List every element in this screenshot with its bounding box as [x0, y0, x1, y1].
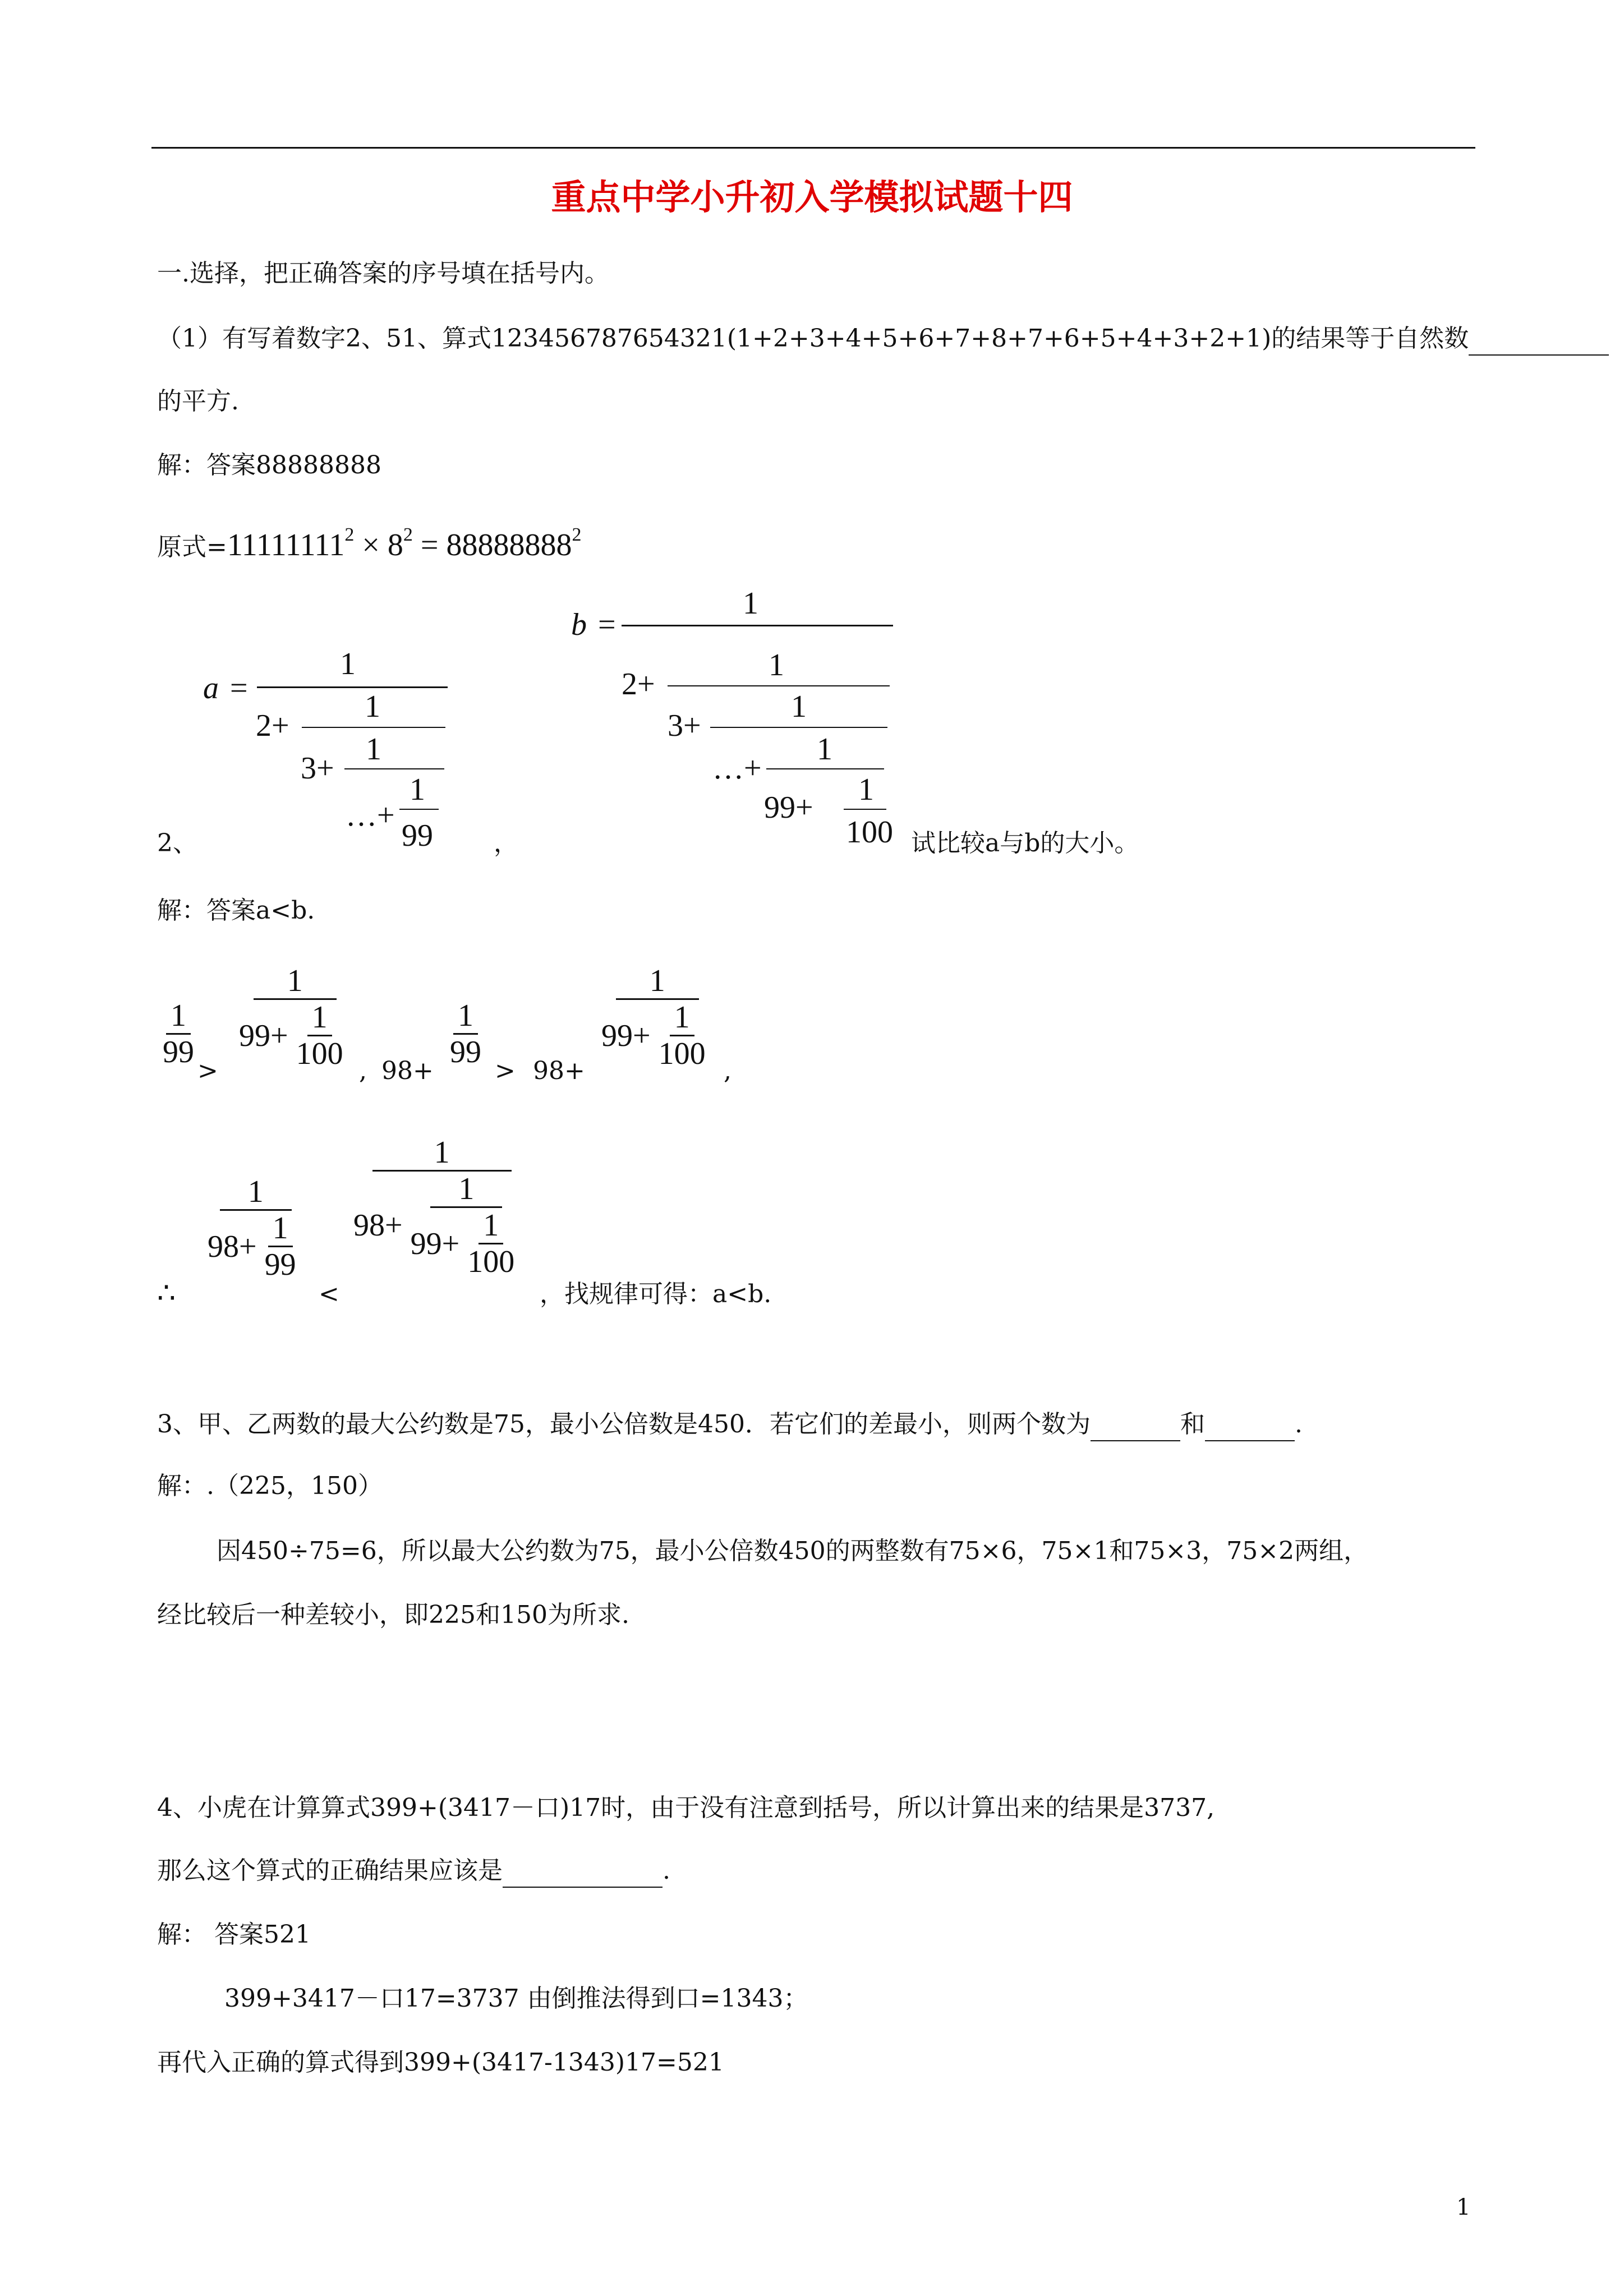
q4-answer-blank: [503, 1864, 663, 1888]
b-num-4: 1: [817, 732, 832, 767]
row1-comma-2: ,: [724, 1057, 732, 1085]
a-bar-2: [302, 727, 445, 728]
page-title: 重点中学小升初入学模拟试题十四: [551, 177, 1073, 218]
q3-blank-1: [1091, 1418, 1180, 1441]
a-eq: =: [230, 671, 248, 706]
q1-answer: 解：答案88888888: [157, 451, 381, 480]
q3-blank-2: [1205, 1418, 1295, 1441]
row1-98plus-1: 98+: [381, 1057, 434, 1085]
header-rule: [151, 147, 1475, 149]
a-bar-1: [257, 686, 448, 688]
b-den-100: 100: [846, 815, 893, 850]
q4-line2: 那么这个算式的正确结果应该是 .: [157, 1854, 670, 1888]
b-term-3: 3+: [668, 708, 701, 743]
a-bar-4: [399, 809, 439, 810]
b-eq: =: [598, 607, 616, 642]
section-heading: 一.选择，把正确答案的序号填在括号内。: [157, 259, 609, 288]
q3-text: 3、甲、乙两数的最大公约数是75，最小公倍数是450．若它们的差最小，则两个数为 和 .: [157, 1408, 1303, 1441]
q1-work: [157, 517, 582, 564]
page-number: 1: [1456, 2194, 1471, 2220]
b-bar-2: [668, 685, 890, 686]
row1-98plus-2: 98+: [533, 1057, 585, 1085]
a-label: a: [203, 671, 219, 706]
q2-question: 试比较a与b的大小。: [911, 829, 1139, 857]
q1-work-prefix: 原式=: [157, 533, 227, 561]
a-num-1: 1: [340, 647, 356, 681]
a-term-3: 3+: [301, 751, 334, 786]
a-term-2: 2+: [256, 708, 289, 743]
b-term-99: 99+: [764, 790, 813, 825]
q1-line1: （1）有写着数字2、51、算式123456787654321(1+2+3+4+5+6+7+8+7+6+5+4+3+2+1)的结果等于自然数: [157, 324, 1469, 353]
a-bar-3: [344, 768, 444, 769]
b-label: b: [571, 607, 587, 642]
therefore-symbol: ∴: [157, 1276, 176, 1310]
row2-frac-right: 1 98+ 1 99+ $\frac{1}{100}$: [353, 1135, 515, 1279]
a-term-dots: …+: [346, 798, 395, 833]
q3-explanation-2: 经比较后一种差较小，即225和150为所求.: [157, 1601, 629, 1629]
row1-frac-nested-2: 1 99+ $\frac{1}{100}$: [601, 963, 706, 1071]
b-bar-4: [766, 768, 884, 769]
b-bar-1: [622, 625, 893, 626]
row1-frac-1-99: $\frac{1}{99}$: [163, 998, 194, 1069]
a-num-3: 1: [366, 732, 381, 767]
q4-line1: 4、小虎在计算算式399+(3417－口)17时，由于没有注意到括号，所以计算出来的结果是3737,: [157, 1794, 1215, 1822]
b-num-5: 1: [858, 772, 874, 807]
q4-work-1: 399+3417－口17=3737 由倒推法得到口=1343；: [224, 1984, 808, 2013]
row1-frac-1-99-b: $\frac{1}{99}$: [450, 998, 481, 1069]
row1-gt-1: >: [197, 1057, 218, 1085]
row1-frac-nested-1: 1 99+ $\frac{1}{100}$: [239, 963, 343, 1071]
a-den-99: 99: [402, 818, 433, 853]
q2-number: 2、: [157, 829, 197, 857]
a-num-2: 1: [365, 689, 380, 724]
q4-work-2: 再代入正确的算式得到399+(3417-1343)17=521: [157, 2048, 724, 2077]
b-num-3: 1: [791, 689, 807, 724]
row1-comma-1: ,: [359, 1057, 367, 1085]
row2-frac-left: 1 98+ $\frac{1}{99}$: [208, 1174, 296, 1282]
q1-work-formula: $11111111^2 \times 8^2 = 88888888^2$: [227, 524, 582, 563]
q3-answer: 解：.（225，150）: [157, 1472, 383, 1500]
row2-conclusion: ，找规律可得：a<b.: [540, 1280, 772, 1308]
q2-comma: ，: [494, 829, 518, 857]
b-num-1: 1: [743, 586, 758, 621]
q4-answer: 解： 答案521: [157, 1920, 311, 1949]
q1-text: [157, 322, 1609, 356]
a-num-4: 1: [410, 772, 425, 807]
b-bar-5: [844, 809, 886, 810]
row2-lt: <: [319, 1280, 339, 1308]
b-bar-3: [710, 727, 887, 728]
q1-answer-blank: [1469, 332, 1609, 356]
row1-gt-2: >: [495, 1057, 516, 1085]
b-num-2: 1: [769, 648, 784, 683]
q3-explanation-1: 因450÷75=6，所以最大公约数为75，最小公倍数450的两整数有75×6，75×1和75×3，75×2两组，: [217, 1537, 1369, 1565]
b-term-dots: …+: [712, 751, 762, 786]
q1-line2: 的平方.: [157, 387, 239, 416]
b-term-2: 2+: [622, 667, 655, 702]
q2-answer: 解：答案a<b.: [157, 896, 315, 925]
